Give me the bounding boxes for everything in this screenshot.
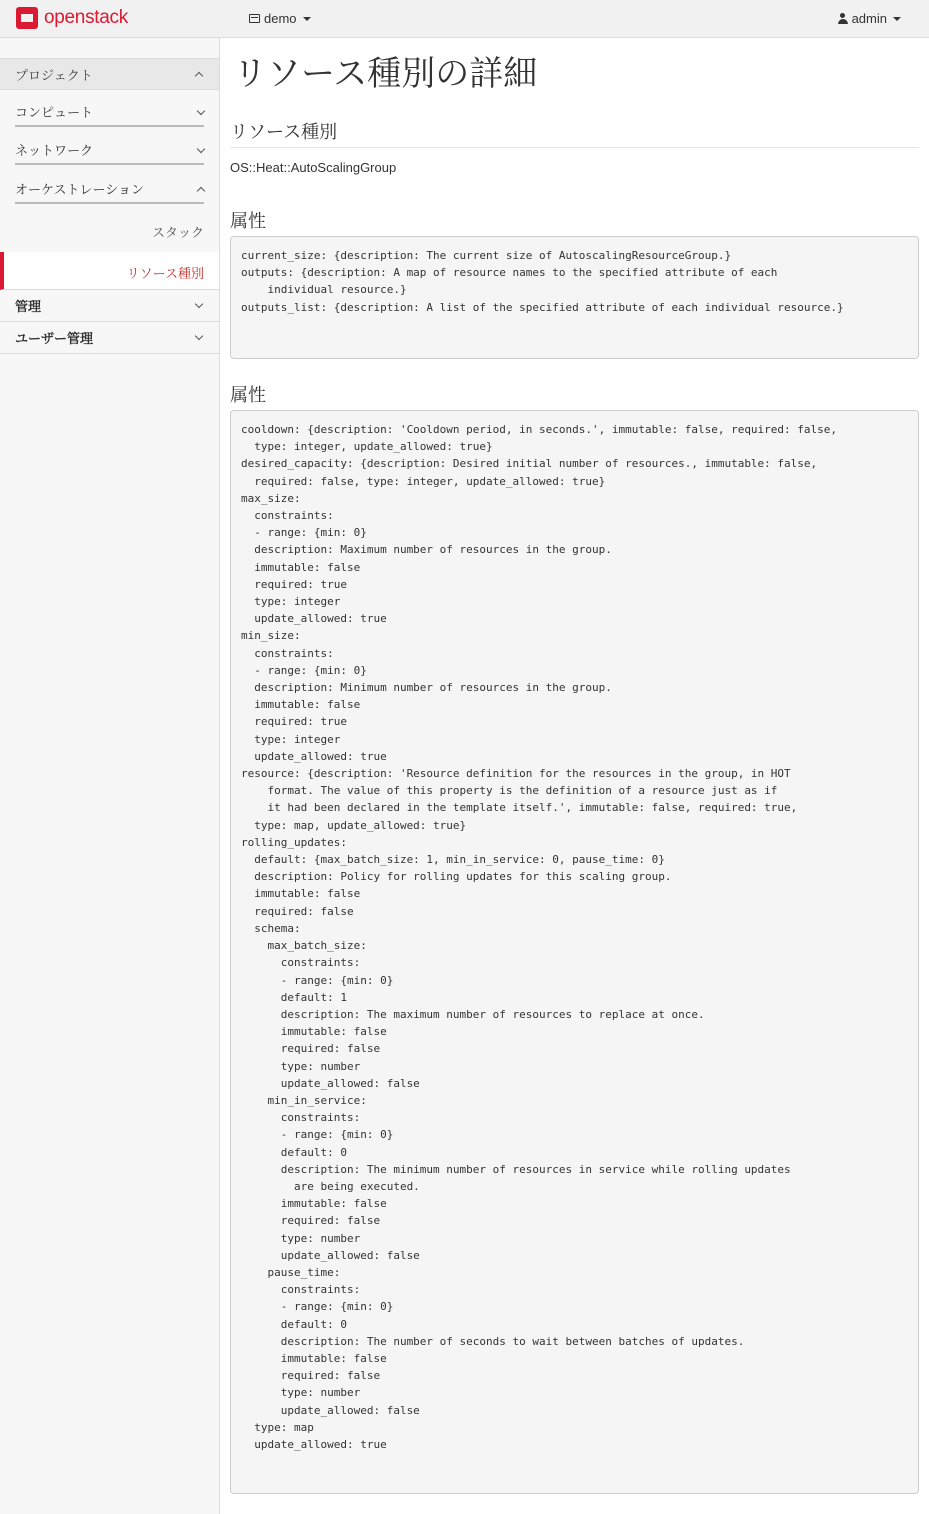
sidebar-panel-admin[interactable] xyxy=(0,290,219,322)
user-menu-label: admin xyxy=(851,11,887,26)
chevron-up-icon xyxy=(195,72,203,80)
sidebar-panel-identity-label: ユーザー管理 xyxy=(15,331,94,346)
sidebar-item-resource-types[interactable] xyxy=(0,252,219,290)
chevron-down-icon xyxy=(195,332,203,340)
sidebar-panel-identity[interactable] xyxy=(0,322,219,354)
caret-down-icon xyxy=(303,17,311,21)
page-title: リソース種別の詳細 xyxy=(233,55,538,93)
sidebar-group-compute-label: コンピュート xyxy=(15,104,94,120)
project-switcher-dropdown[interactable] xyxy=(249,11,311,26)
chevron-down-icon xyxy=(197,145,205,153)
attributes-code-block: current_size: {description: The current size of AutoscalingResourceGroup.} outputs: {description: A map of resource names to the specified attribute of each individual resource.} outputs_list: {description: A list of the specified attribute of each individual resource.} xyxy=(230,236,919,359)
sidebar-group-network-label: ネットワーク xyxy=(15,142,94,158)
sidebar xyxy=(0,38,220,1514)
sidebar-group-network[interactable] xyxy=(15,135,204,165)
sidebar-group-orchestration[interactable] xyxy=(15,174,204,204)
properties-heading: 属性 xyxy=(230,385,266,405)
openstack-logo-icon xyxy=(16,7,38,29)
sidebar-panel-project-label: プロジェクト xyxy=(15,67,93,83)
properties-code-block: cooldown: {description: 'Cooldown period, in seconds.', immutable: false, required: false, type: integer, update_allowed: true} desired_capacity: {description: Desired initial number of resources., immutable: false, required: false, type: integer, update_allowed: true} max_size: constraints: - range: {min: 0} description: Maximum number of resources in the group. immutable: false required: true type: integer update_allowed: true min_size: constraints: - range: {min: 0} description: Minimum number of resources in the group. immutable: false required: true type: integer update_allowed: true resource: {description: 'Resource definition for the resources in the group, in HOT format. The value of this property is the definition of a resource just as if it had been declared in the template itself.', immutable: false, required: true, type: map, update_allowed: true} rolling_updates: default: {max_batch_size: 1, min_in_service: 0, pause_time: 0} description: Policy for rolling updates for this scaling group. immutable: false required: false schema: max_batch_size: constraints: - range: {min: 0} default: 1 description: The maximum number of resources to replace at once. immutable: false required: false type: number update_allowed: false min_in_service: constraints: - range: {min: 0} default: 0 description: The minimum number of resources in service while rolling updates are being executed. immutable: false required: false type: number update_allowed: false pause_time: constraints: - range: {min: 0} default: 0 description: The number of seconds to wait between batches of updates. immutable: false required: false type: number update_allowed: false type: map update_allowed: true xyxy=(230,410,919,1494)
sidebar-panel-admin-label: 管理 xyxy=(15,299,42,314)
brand-name: openstack xyxy=(44,7,128,28)
user-menu-dropdown[interactable] xyxy=(838,11,901,26)
resource-type-value: OS::Heat::AutoScalingGroup xyxy=(230,160,397,175)
sidebar-item-resource-types-label: リソース種別 xyxy=(126,266,204,281)
sidebar-panel-project[interactable] xyxy=(0,58,219,90)
caret-down-icon xyxy=(893,17,901,21)
chevron-down-icon xyxy=(197,107,205,115)
monitor-icon xyxy=(249,14,260,23)
sidebar-item-stacks[interactable]: スタック xyxy=(151,225,204,240)
user-icon xyxy=(838,13,848,24)
section-divider xyxy=(230,147,919,148)
brand-logo[interactable] xyxy=(16,5,128,31)
resource-type-heading: リソース種別 xyxy=(230,122,338,142)
attributes-heading: 属性 xyxy=(230,211,266,231)
top-navbar xyxy=(0,0,929,38)
sidebar-group-orchestration-label: オーケストレーション xyxy=(15,181,144,197)
chevron-down-icon xyxy=(195,300,203,308)
project-switcher-label: demo xyxy=(264,11,297,26)
sidebar-group-compute[interactable] xyxy=(15,97,204,127)
chevron-up-icon xyxy=(197,187,205,195)
